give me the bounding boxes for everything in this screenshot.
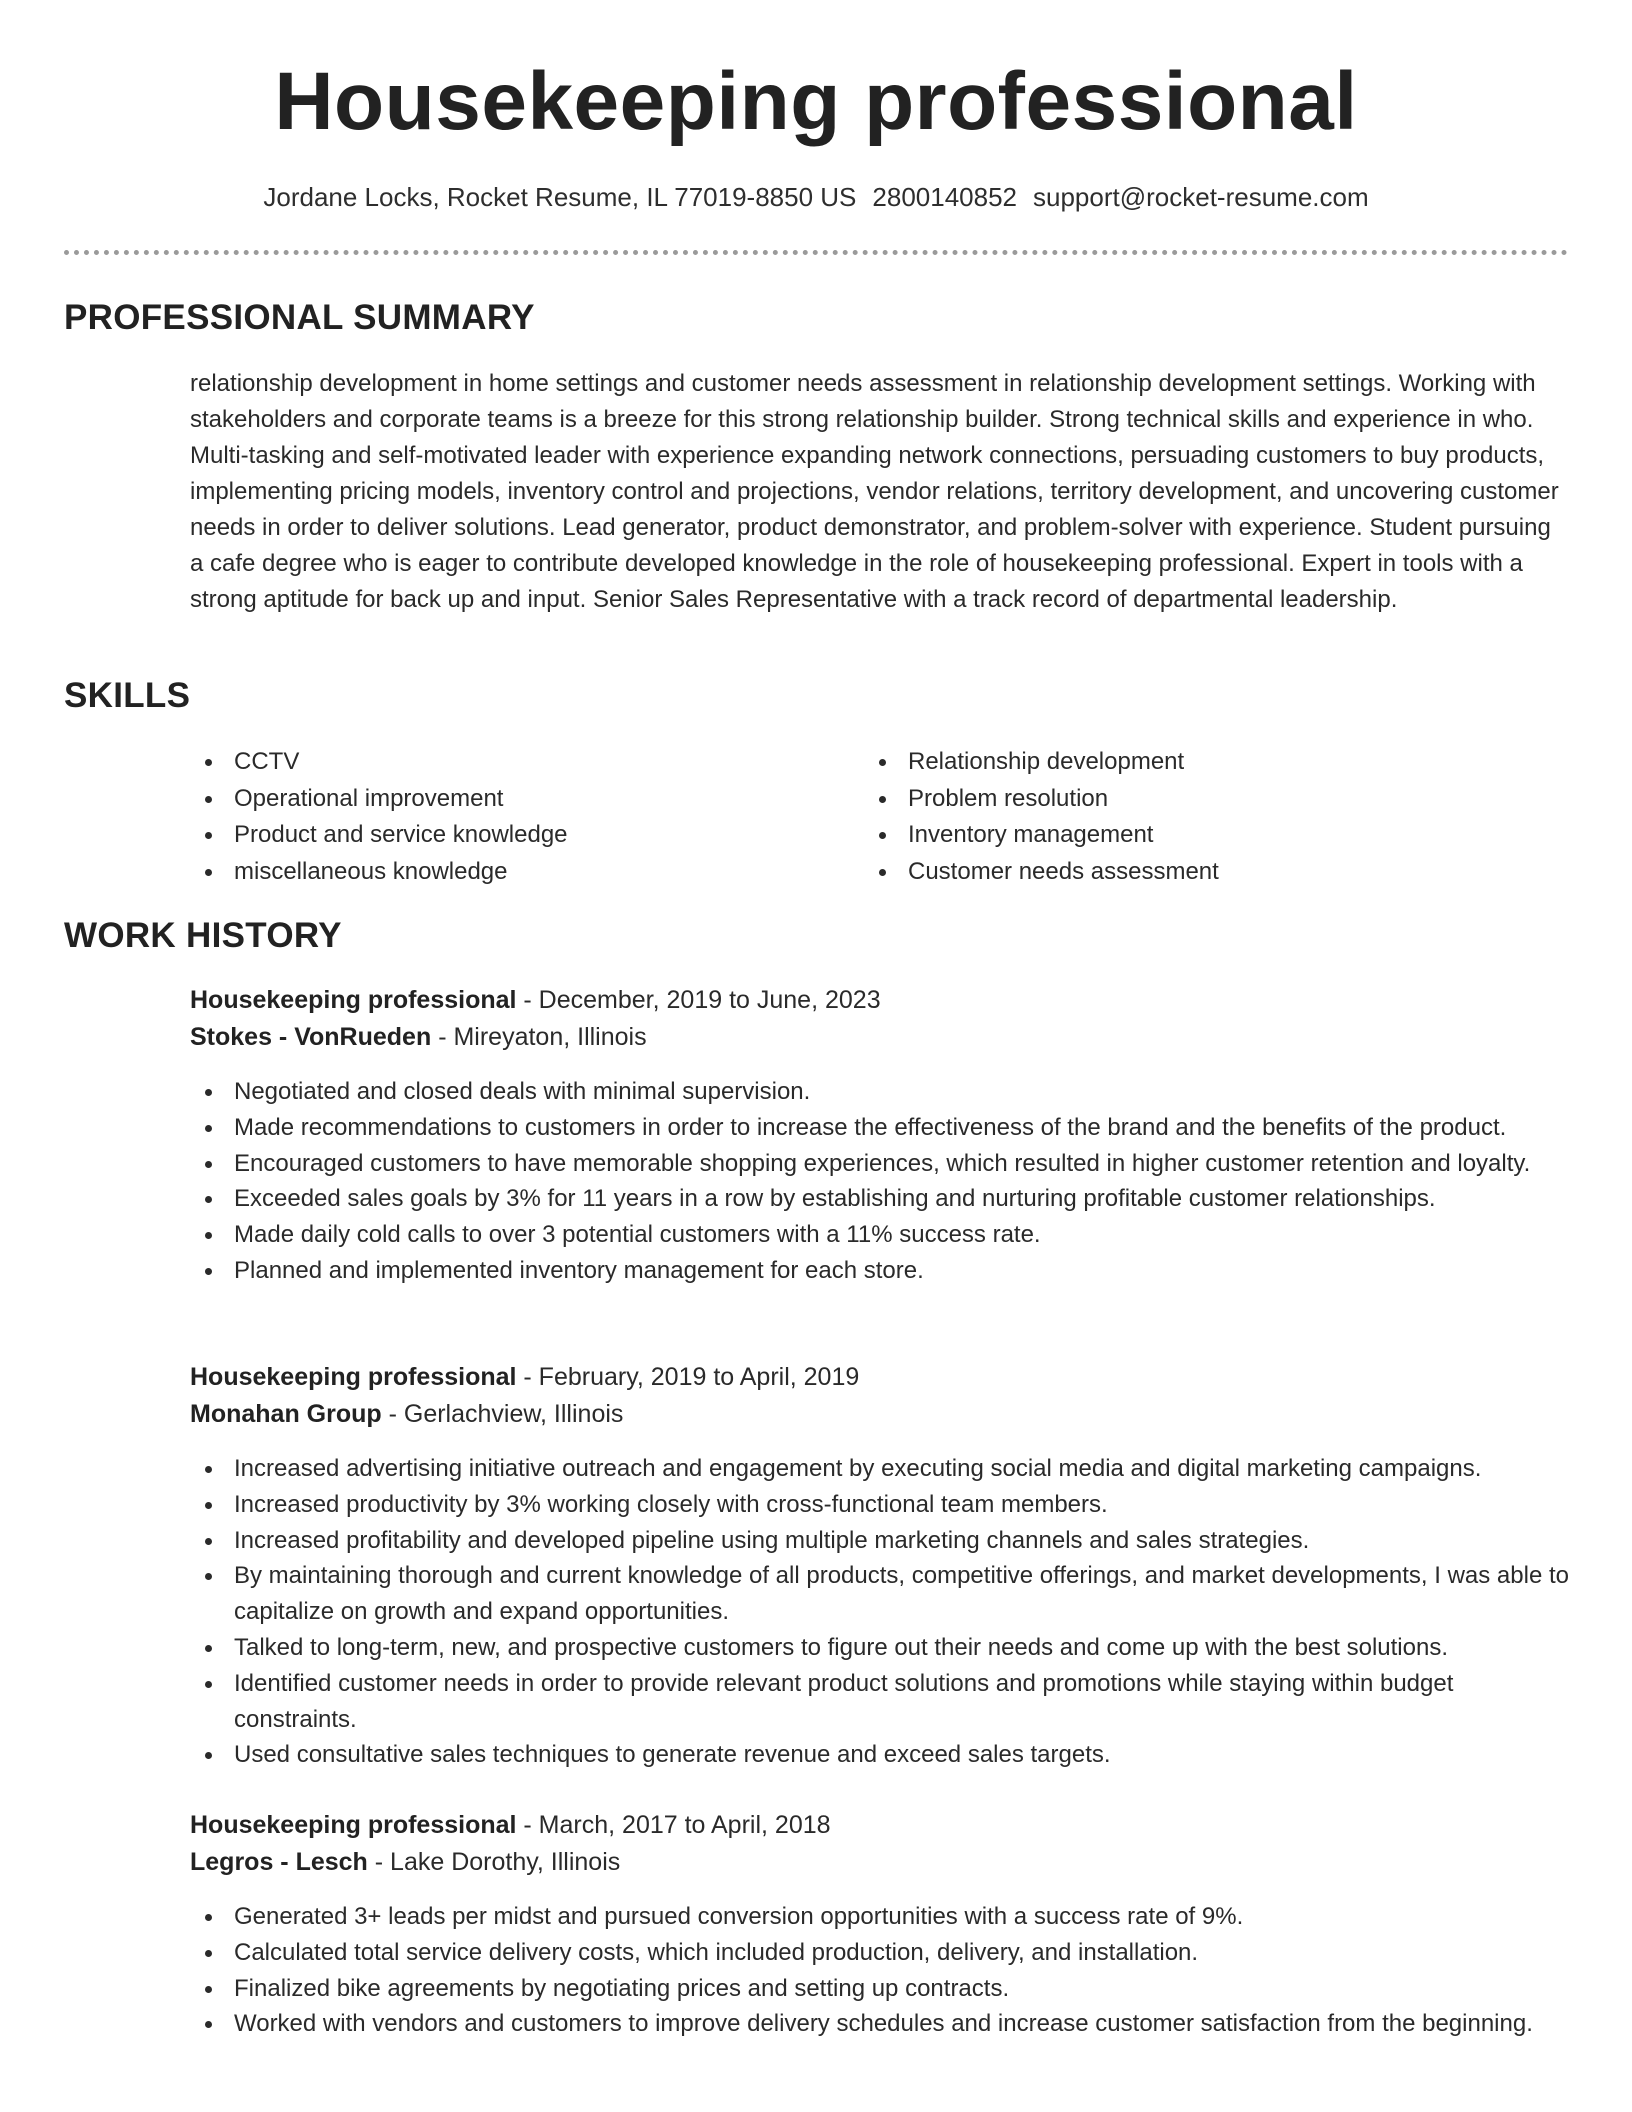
job-bullet: Made daily cold calls to over 3 potential customers with a 11% success rate. bbox=[190, 1217, 1570, 1253]
job-bullet: Increased profitability and developed pipeline using multiple marketing channels and sales strategies. bbox=[190, 1523, 1570, 1559]
job-bullet: Identified customer needs in order to provide relevant product solutions and promotions while staying within budget constraints. bbox=[190, 1666, 1570, 1738]
job-bullet: Increased advertising initiative outreach and engagement by executing social media and digital marketing campaigns. bbox=[190, 1451, 1570, 1487]
job-company-line bbox=[190, 1844, 620, 1880]
job-title-line bbox=[190, 982, 881, 1018]
job-title: Housekeeping professional bbox=[190, 986, 517, 1014]
skill-item: Relationship development bbox=[864, 744, 1564, 781]
skill-item: CCTV bbox=[190, 744, 850, 781]
job-title: Housekeeping professional bbox=[190, 1811, 517, 1839]
contact-email: support@rocket-resume.com bbox=[1033, 182, 1369, 212]
job-company: Legros - Lesch bbox=[190, 1848, 368, 1876]
skill-item: Inventory management bbox=[864, 817, 1564, 854]
job-bullet: Used consultative sales techniques to generate revenue and exceed sales targets. bbox=[190, 1737, 1570, 1773]
job-bullet: Increased productivity by 3% working closely with cross-functional team members. bbox=[190, 1487, 1570, 1523]
skills-list-right bbox=[864, 744, 1564, 891]
job-bullet: Made recommendations to customers in order to increase the effectiveness of the brand and the benefits of the product. bbox=[190, 1110, 1570, 1146]
job-company: Stokes - VonRueden bbox=[190, 1023, 432, 1051]
job-location: - Gerlachview, Illinois bbox=[381, 1400, 624, 1428]
job-location: - Mireyaton, Illinois bbox=[431, 1023, 647, 1051]
job-bullet-list bbox=[190, 1074, 1570, 1289]
job-bullet: Worked with vendors and customers to improve delivery schedules and increase customer satisfaction from the beginning. bbox=[190, 2006, 1570, 2042]
job-bullet-list bbox=[190, 1899, 1570, 2042]
job-bullet: Exceeded sales goals by 3% for 11 years in a row by establishing and nurturing profitable customer relationships. bbox=[190, 1181, 1570, 1217]
job-dates: - February, 2019 to April, 2019 bbox=[516, 1363, 860, 1391]
summary-text: relationship development in home settings and customer needs assessment in relationship development settings. Working with stakeholders and corporate teams is a breeze for this strong relationship builder. Strong technical skills and experience in who. Multi-tasking and self-motivated leader with experience expanding network connections, persuading customers to buy products, implementing pricing models, inventory control and projections, vendor relations, territory development, and uncovering customer needs in order to deliver solutions. Lead generator, product demonstrator, and problem-solver with experience. Student pursuing a cafe degree who is eager to contribute developed knowledge in the role of housekeeping professional. Expert in tools with a strong aptitude for back up and input. Senior Sales Representative with a track record of departmental leadership. bbox=[190, 370, 1559, 613]
contact-line bbox=[0, 180, 1632, 214]
skills-heading: SKILLS bbox=[64, 676, 191, 715]
skill-item: Operational improvement bbox=[190, 781, 850, 818]
job-bullet: By maintaining thorough and current knowledge of all products, competitive offerings, and market developments, I was able to capitalize on growth and expand opportunities. bbox=[190, 1558, 1570, 1630]
skill-item: Product and service knowledge bbox=[190, 817, 850, 854]
job-bullet: Encouraged customers to have memorable shopping experiences, which resulted in higher customer retention and loyalty. bbox=[190, 1146, 1570, 1182]
skills-list-left bbox=[190, 744, 850, 891]
job-bullet: Planned and implemented inventory management for each store. bbox=[190, 1253, 1570, 1289]
skill-item: Problem resolution bbox=[864, 781, 1564, 818]
job-bullet: Calculated total service delivery costs, which included production, delivery, and installation. bbox=[190, 1935, 1570, 1971]
skill-item: miscellaneous knowledge bbox=[190, 854, 850, 891]
job-dates: - March, 2017 to April, 2018 bbox=[516, 1811, 831, 1839]
contact-address: Jordane Locks, Rocket Resume, IL 77019-8850 US bbox=[263, 182, 857, 212]
skill-item: Customer needs assessment bbox=[864, 854, 1564, 891]
job-bullet: Finalized bike agreements by negotiating prices and setting up contracts. bbox=[190, 1971, 1570, 2007]
job-company-line bbox=[190, 1396, 623, 1432]
job-company: Monahan Group bbox=[190, 1400, 382, 1428]
job-title-line bbox=[190, 1359, 859, 1395]
summary-heading: PROFESSIONAL SUMMARY bbox=[64, 298, 535, 337]
job-bullet-list bbox=[190, 1451, 1570, 1773]
job-company-line bbox=[190, 1019, 647, 1055]
header-divider bbox=[64, 250, 1568, 255]
job-title-line bbox=[190, 1807, 831, 1843]
work-history-heading: WORK HISTORY bbox=[64, 916, 342, 955]
resume-title: Housekeeping professional bbox=[274, 56, 1358, 147]
contact-phone: 2800140852 bbox=[872, 182, 1018, 212]
job-title: Housekeeping professional bbox=[190, 1363, 517, 1391]
job-bullet: Talked to long-term, new, and prospective customers to figure out their needs and come up with the best solutions. bbox=[190, 1630, 1570, 1666]
job-bullet: Generated 3+ leads per midst and pursued conversion opportunities with a success rate of 9%. bbox=[190, 1899, 1570, 1935]
job-dates: - December, 2019 to June, 2023 bbox=[516, 986, 881, 1014]
job-bullet: Negotiated and closed deals with minimal supervision. bbox=[190, 1074, 1570, 1110]
job-location: - Lake Dorothy, Illinois bbox=[367, 1848, 621, 1876]
